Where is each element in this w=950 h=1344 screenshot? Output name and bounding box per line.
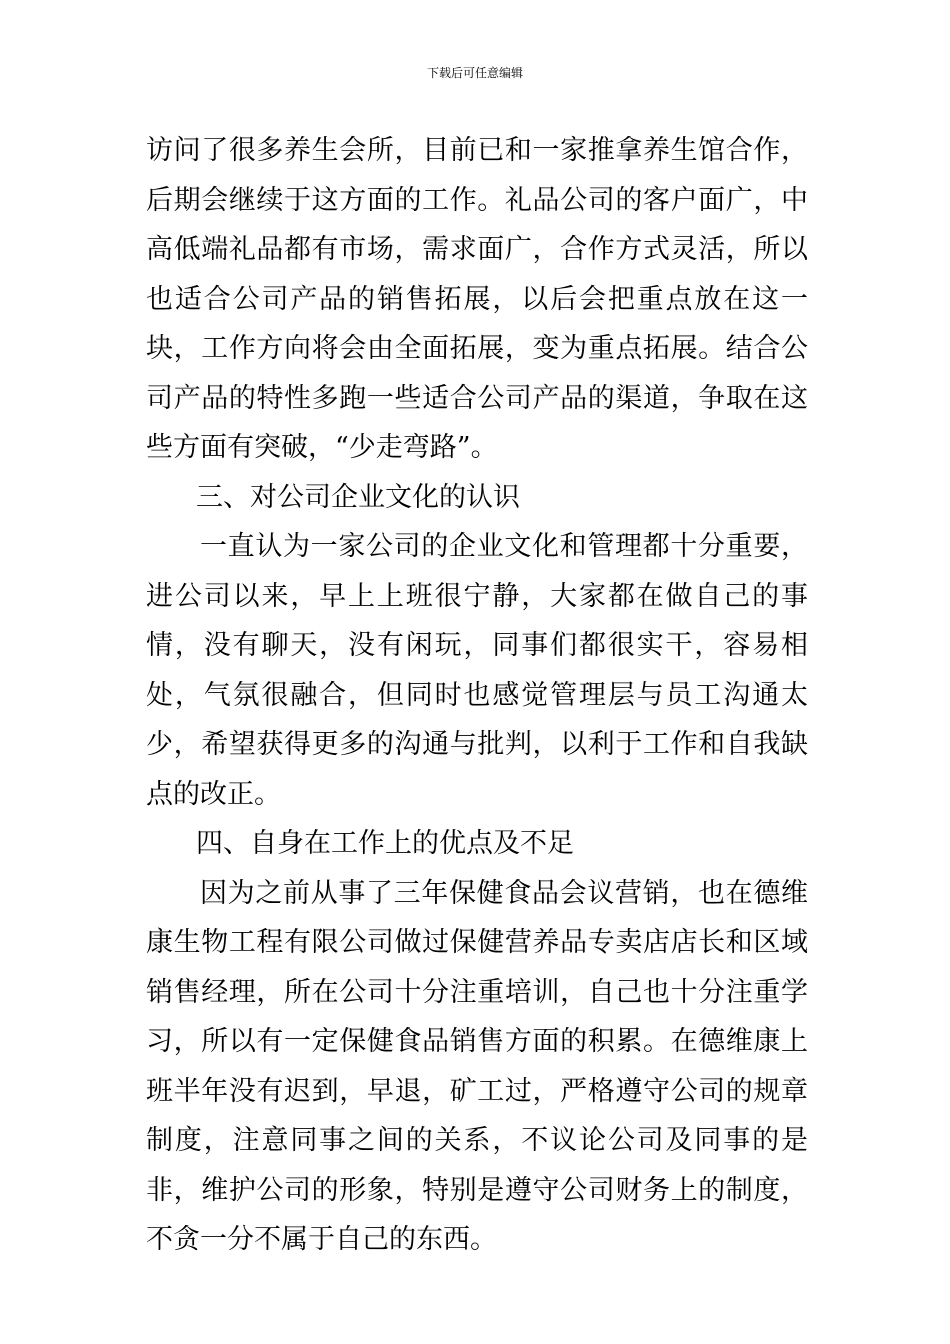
page-header: 下载后可任意编辑 [426,66,523,80]
section-heading-culture: 三、对公司企业文化的认识 [196,481,520,513]
paragraph-strengths: 因为之前从事了三年保健食品会议营销，也在德维康生物工程有限公司做过保健营养品专卖店店长和区域销售经理，所在公司十分注重培训，自己也十分注重学习，所以有一定保健食品销售方面的积累。在德维康上班半年没有迟到，早退，矿工过，严格遵守公司的规章制度，注意同事之间的关系，不议论公司及同事的是非，维护公司的形象，特别是遵守公司财务上的制度，不贪一分不属于自己的东西。 [146,877,808,1255]
section-heading-strengths: 四、自身在工作上的优点及不足 [196,828,574,859]
paragraph-culture: 一直认为一家公司的企业文化和管理都十分重要，进公司以来，早上上班很宁静，大家都在做自己的事情，没有聊天，没有闲玩，同事们都很实干，容易相处，气氛很融合，但同时也感觉管理层与员工沟通太少，希望获得更多的沟通与批判，以利于工作和自我缺点的改正。 [146,531,808,810]
paragraph-continuation: 访问了很多养生会所，目前已和一家推拿养生馆合作，后期会继续于这方面的工作。礼品公司的客户面广，中高低端礼品都有市场，需求面广，合作方式灵活，所以也适合公司产品的销售拓展，以后会把重点放在这一块，工作方向将会由全面拓展，变为重点拓展。结合公司产品的特性多跑一些适合公司产品的渠道，争取在这些方面有突破，“少走弯路”。 [146,135,808,463]
document-body [146,126,808,1265]
